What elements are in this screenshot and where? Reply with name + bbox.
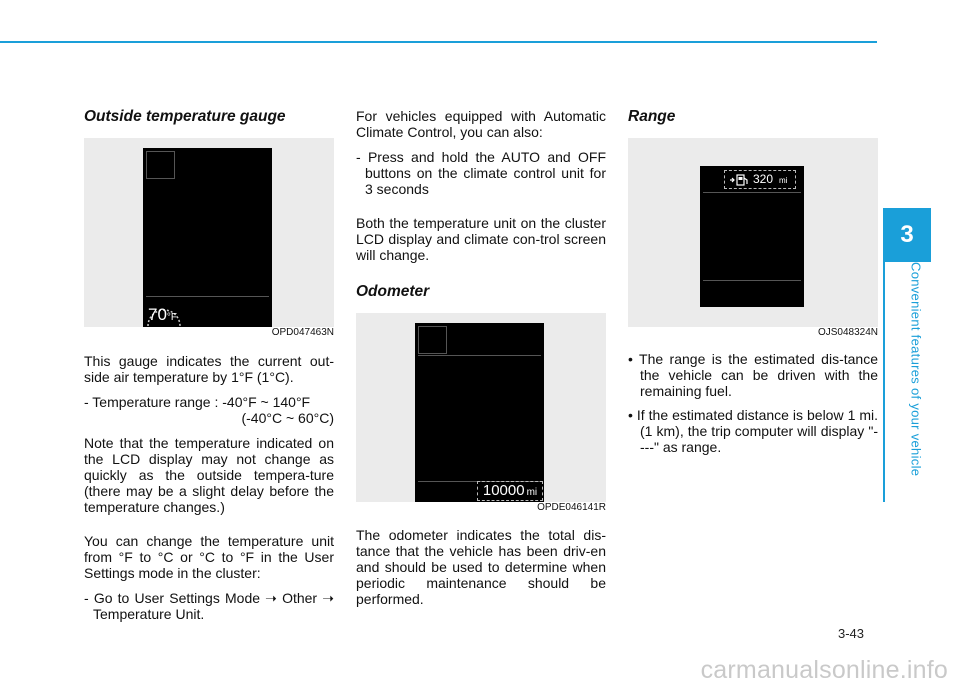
heading-range: Range	[628, 108, 676, 125]
lcd-display	[415, 323, 544, 502]
paragraph: For vehicles equipped with Automatic Climate Control, you can also:	[356, 108, 606, 140]
heading-odometer: Odometer	[356, 283, 430, 300]
chapter-rule	[883, 262, 885, 502]
range-unit: mi	[779, 176, 788, 185]
temperature-value: 70	[148, 305, 167, 324]
column-outside-temperature	[84, 108, 334, 631]
temperature-readout	[148, 306, 177, 327]
lcd-indicator-box	[418, 326, 447, 354]
paragraph: (-40°C ~ 60°C)	[241, 410, 334, 426]
lcd-display	[700, 166, 804, 307]
lcd-indicator-box	[146, 151, 175, 179]
chapter-title: Convenient features of your vehicle	[908, 262, 924, 477]
odometer-readout	[477, 481, 543, 501]
odometer-unit: mi	[526, 487, 538, 498]
fuel-pump-icon	[729, 173, 749, 187]
lcd-divider	[418, 355, 541, 356]
lcd-divider	[703, 192, 801, 193]
heading-outside-temperature: Outside temperature gauge	[84, 108, 286, 125]
watermark: carmanualsonline.info	[700, 656, 948, 684]
figure-code: OPDE046141R	[534, 502, 606, 514]
range-value: 320	[753, 172, 774, 186]
range-bullet-list	[628, 351, 878, 455]
range-readout	[724, 170, 796, 189]
column-odometer	[356, 108, 606, 616]
chapter-number: 3	[900, 221, 914, 248]
paragraph: Note that the temperature indicated on the LCD display may not change as quickly as the outside tempera-ture (there may be a slight delay before the temperature changes.)	[84, 435, 334, 515]
chapter-tab	[883, 208, 931, 262]
figure-code: OPD047463N	[269, 327, 334, 339]
paragraph: You can change the temperature unit from °F to °C or °C to °F in the User Settings mode in the cluster:	[84, 533, 334, 581]
list-item: • If the estimated distance is below 1 mi. (1 km), the trip computer will display "----" as range.	[628, 407, 878, 455]
paragraph: - Go to User Settings Mode ➝ Other ➝ Temperature Unit.	[84, 590, 334, 622]
paragraph: - Temperature range : -40°F ~ 140°F	[84, 394, 311, 410]
paragraph: This gauge indicates the current out-side air temperature by 1°F (1°C).	[84, 353, 334, 385]
paragraph: - Press and hold the AUTO and OFF buttons on the climate control unit for 3 seconds	[356, 149, 606, 197]
figure-range	[628, 138, 878, 338]
paragraph: The odometer indicates the total dis-tance that the vehicle has been driv-en and should be used to determine when periodic maintenance should be performed.	[356, 527, 606, 607]
figure-temperature-gauge	[84, 138, 334, 338]
page-number: 3-43	[838, 626, 865, 641]
header-rule	[0, 41, 877, 43]
figure-odometer	[356, 313, 606, 513]
temperature-unit: °F	[166, 312, 178, 323]
paragraph: Both the temperature unit on the cluster LCD display and climate con-trol screen will change.	[356, 215, 606, 263]
odometer-value: 10000	[482, 482, 525, 499]
figure-code: OJS048324N	[815, 327, 878, 339]
lcd-divider	[703, 280, 801, 281]
column-range	[628, 108, 878, 463]
lcd-display	[143, 148, 272, 327]
list-item: • The range is the estimated dis-tance the vehicle can be driven with the remaining fuel.	[628, 351, 878, 399]
